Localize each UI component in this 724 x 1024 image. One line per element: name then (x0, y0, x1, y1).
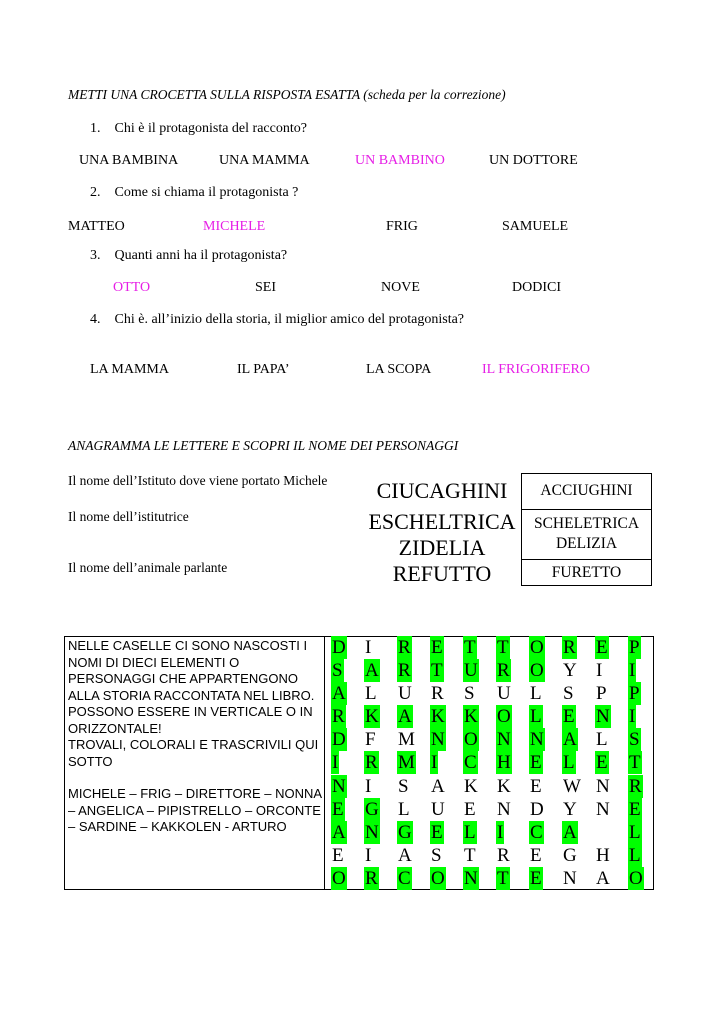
grid-letter: E (530, 844, 542, 866)
grid-letter: G (398, 821, 412, 843)
grid-cell[interactable] (556, 867, 589, 890)
grid-letter: G (365, 798, 379, 820)
grid-cell[interactable] (457, 798, 490, 821)
grid-letter: I (332, 752, 339, 774)
grid-letter: K (431, 706, 445, 728)
grid-letter: R (332, 706, 345, 728)
grid-letter: I (365, 844, 372, 866)
grid-cell[interactable] (523, 728, 556, 751)
section1-heading: METTI UNA CROCETTA SULLA RISPOSTA ESATTA (scheda per la correzione) (68, 87, 506, 102)
grid-cell[interactable] (556, 798, 589, 821)
anagram-1: CIUCAGHINI (376, 478, 508, 503)
grid-cell[interactable] (556, 844, 589, 867)
grid-letter: H (497, 752, 511, 774)
grid-letter: R (365, 752, 378, 774)
grid-letter: R (365, 867, 378, 889)
grid-letter: T (431, 660, 443, 682)
grid-cell[interactable] (457, 728, 490, 751)
grid-cell[interactable] (490, 728, 523, 751)
grid-letter: O (332, 867, 346, 889)
grid-letter: L (530, 683, 542, 705)
grid-cell[interactable] (424, 821, 457, 844)
grid-cell[interactable] (325, 636, 358, 659)
q2-option-3[interactable]: FRIG (386, 219, 418, 234)
grid-letter: E (530, 775, 542, 797)
grid-letter: N (365, 821, 379, 843)
grid-cell[interactable] (589, 636, 622, 659)
grid-cell[interactable] (457, 659, 490, 682)
grid-letter: I (497, 821, 504, 843)
grid-letter (595, 821, 597, 844)
grid-cell[interactable] (589, 659, 622, 682)
grid-cell[interactable] (391, 728, 424, 751)
question-1 (90, 121, 307, 137)
anagram-answer-box (521, 473, 652, 586)
grid-letter: F (365, 729, 376, 751)
grid-cell[interactable] (589, 844, 622, 867)
grid-letter: P (629, 683, 640, 705)
grid-letter: U (398, 683, 412, 705)
grid-cell[interactable] (556, 821, 589, 844)
grid-letter: I (365, 637, 372, 658)
grid-cell[interactable] (391, 821, 424, 844)
grid-cell[interactable] (358, 682, 391, 705)
grid-letter: C (464, 752, 477, 774)
grid-letter: R (563, 637, 576, 658)
grid-letter: T (464, 637, 476, 658)
grid-cell[interactable] (589, 821, 622, 844)
grid-letter: R (497, 844, 510, 866)
grid-letter: T (629, 752, 641, 774)
grid-letter: A (332, 821, 346, 843)
grid-cell[interactable] (622, 867, 655, 890)
grid-cell[interactable] (424, 659, 457, 682)
grid-cell[interactable] (622, 798, 655, 821)
grid-cell[interactable] (556, 775, 589, 798)
question-text: Chi è. all’inizio della storia, il miglior amico del protagonista? (114, 312, 465, 327)
grid-cell[interactable] (391, 636, 424, 659)
question-2 (90, 185, 298, 201)
grid-cell[interactable] (556, 751, 589, 774)
grid-cell[interactable] (556, 728, 589, 751)
grid-letter: N (563, 867, 577, 889)
grid-cell[interactable] (358, 798, 391, 821)
grid-cell[interactable] (622, 751, 655, 774)
grid-cell[interactable] (457, 682, 490, 705)
grid-letter: A (365, 660, 379, 682)
grid-cell[interactable] (589, 682, 622, 705)
grid-cell[interactable] (457, 775, 490, 798)
grid-letter: D (332, 729, 346, 751)
grid-cell[interactable] (391, 867, 424, 890)
grid-letter: O (497, 706, 511, 728)
grid-letter: C (398, 867, 411, 889)
grid-letter: Y (563, 660, 577, 682)
grid-cell[interactable] (424, 751, 457, 774)
grid-letter: L (365, 683, 377, 705)
grid-letter: O (464, 729, 478, 751)
grid-cell[interactable] (490, 636, 523, 659)
grid-cell[interactable] (424, 798, 457, 821)
grid-cell[interactable] (325, 821, 358, 844)
grid-letter: T (464, 844, 476, 866)
grid-cell[interactable] (391, 844, 424, 867)
grid-cell[interactable] (523, 682, 556, 705)
q1-option-1[interactable]: UNA BAMBINA (79, 153, 179, 168)
q1-option-4[interactable]: UN DOTTORE (489, 153, 578, 168)
grid-letter: R (398, 637, 411, 658)
grid-cell[interactable] (325, 659, 358, 682)
grid-letter: A (563, 729, 577, 751)
clue-institute: Il nome dell’Istituto dove viene portato Michele (68, 473, 328, 488)
grid-letter: A (398, 706, 412, 728)
grid-letter: K (365, 706, 379, 728)
grid-letter: E (332, 844, 344, 866)
grid-cell[interactable] (358, 659, 391, 682)
divider (522, 559, 651, 560)
grid-cell[interactable] (622, 705, 655, 728)
grid-letter: M (398, 752, 415, 774)
grid-cell[interactable] (523, 775, 556, 798)
grid-letter: K (464, 775, 478, 797)
grid-cell[interactable] (424, 682, 457, 705)
q3-option-4[interactable]: DODICI (512, 280, 561, 295)
q1-option-3-correct[interactable]: UN BAMBINO (355, 153, 445, 168)
grid-cell[interactable] (556, 682, 589, 705)
grid-letter: C (530, 821, 543, 843)
instruction-2: POSSONO ESSERE IN VERTICALE O IN ORIZZONTALE! (68, 704, 313, 736)
grid-letter: H (596, 844, 610, 866)
answer-2: SCHELETRICA (533, 515, 640, 532)
grid-cell[interactable] (490, 798, 523, 821)
grid-cell[interactable] (589, 751, 622, 774)
clue-animal: Il nome dell’animale parlante (68, 560, 228, 575)
grid-letter: E (596, 637, 608, 658)
answer-3: DELIZIA (555, 535, 618, 552)
grid-cell[interactable] (391, 705, 424, 728)
word-search-grid (324, 636, 655, 890)
grid-cell[interactable] (358, 751, 391, 774)
grid-cell[interactable] (391, 775, 424, 798)
grid-letter: N (431, 729, 445, 751)
grid-letter: L (530, 706, 542, 728)
grid-cell[interactable] (325, 728, 358, 751)
grid-cell[interactable] (325, 798, 358, 821)
grid-cell[interactable] (391, 798, 424, 821)
grid-cell[interactable] (589, 798, 622, 821)
grid-cell[interactable] (325, 705, 358, 728)
grid-letter: U (497, 683, 511, 705)
grid-cell[interactable] (523, 751, 556, 774)
grid-letter: P (629, 637, 640, 658)
instruction-3: TROVALI, COLORALI E TRASCRIVILI QUI SOTTO (68, 737, 319, 769)
grid-letter: S (332, 660, 343, 682)
grid-letter: M (398, 729, 415, 751)
grid-letter: E (464, 798, 476, 820)
grid-letter: L (398, 798, 410, 820)
grid-cell[interactable] (622, 682, 655, 705)
grid-cell[interactable] (490, 775, 523, 798)
grid-cell[interactable] (589, 728, 622, 751)
grid-cell[interactable] (457, 705, 490, 728)
q1-option-2[interactable]: UNA MAMMA (219, 153, 310, 168)
grid-letter: T (497, 637, 509, 658)
grid-letter: O (530, 660, 544, 682)
grid-cell[interactable] (358, 728, 391, 751)
grid-cell[interactable] (589, 705, 622, 728)
grid-cell[interactable] (490, 867, 523, 890)
instruction-1: NELLE CASELLE CI SONO NASCOSTI I NOMI DI DIECI ELEMENTI O PERSONAGGI CHE APPARTENGONO ALLA STORIA RACCONTATA NEL LIBRO. (68, 638, 315, 703)
grid-cell[interactable] (622, 844, 655, 867)
grid-letter: G (563, 844, 577, 866)
question-number: 1. (90, 121, 101, 136)
grid-cell[interactable] (523, 798, 556, 821)
grid-cell[interactable] (622, 821, 655, 844)
grid-letter: L (563, 752, 575, 774)
divider (522, 509, 651, 510)
grid-letter: R (431, 683, 444, 705)
word-search-instructions (68, 638, 324, 836)
grid-letter: N (332, 775, 346, 797)
grid-cell[interactable] (457, 636, 490, 659)
grid-cell[interactable] (523, 844, 556, 867)
grid-letter: N (464, 867, 478, 889)
grid-letter: A (596, 867, 610, 889)
grid-letter: A (398, 844, 412, 866)
grid-cell[interactable] (424, 844, 457, 867)
grid-letter: I (629, 706, 636, 728)
grid-letter: E (629, 798, 641, 820)
grid-cell[interactable] (589, 867, 622, 890)
grid-cell[interactable] (622, 775, 655, 798)
grid-letter: A (563, 821, 577, 843)
grid-letter: N (596, 775, 610, 797)
anagram-2: ESCHELTRICA (368, 509, 516, 534)
grid-cell[interactable] (457, 821, 490, 844)
grid-letter: S (398, 775, 409, 797)
grid-letter: O (629, 867, 643, 889)
q2-option-4[interactable]: SAMUELE (502, 219, 569, 234)
question-text: Quanti anni ha il protagonista? (114, 248, 288, 263)
grid-letter: E (431, 821, 443, 843)
grid-letter: S (629, 729, 640, 751)
grid-letter: E (530, 752, 542, 774)
question-text: Come si chiama il protagonista ? (114, 185, 299, 200)
grid-letter: N (497, 729, 511, 751)
q4-option-4-correct[interactable]: IL FRIGORIFERO (482, 362, 590, 377)
grid-letter: N (596, 706, 610, 728)
grid-letter: E (530, 867, 542, 889)
grid-cell[interactable] (424, 867, 457, 890)
q2-option-2-correct[interactable]: MICHELE (203, 219, 266, 234)
grid-cell[interactable] (589, 775, 622, 798)
grid-letter: O (530, 637, 544, 658)
grid-cell[interactable] (490, 659, 523, 682)
grid-cell[interactable] (490, 821, 523, 844)
grid-letter: Y (563, 798, 577, 820)
grid-cell[interactable] (457, 867, 490, 890)
grid-cell[interactable] (457, 751, 490, 774)
grid-cell[interactable] (622, 636, 655, 659)
question-number: 3. (90, 248, 101, 263)
grid-cell[interactable] (358, 775, 391, 798)
grid-letter: E (596, 752, 608, 774)
grid-letter: D (332, 637, 346, 658)
grid-letter: A (431, 775, 445, 797)
question-number: 4. (90, 312, 101, 327)
grid-letter: T (497, 867, 509, 889)
grid-letter: E (563, 706, 575, 728)
grid-cell[interactable] (622, 659, 655, 682)
grid-letter: P (596, 683, 607, 705)
grid-cell[interactable] (424, 728, 457, 751)
grid-cell[interactable] (358, 705, 391, 728)
q4-option-1[interactable]: LA MAMMA (90, 362, 169, 377)
grid-cell[interactable] (391, 659, 424, 682)
grid-cell[interactable] (325, 867, 358, 890)
grid-letter: L (464, 821, 476, 843)
grid-letter: K (497, 775, 511, 797)
grid-cell[interactable] (391, 751, 424, 774)
grid-cell[interactable] (457, 844, 490, 867)
grid-letter: K (464, 706, 478, 728)
grid-cell[interactable] (556, 659, 589, 682)
grid-cell[interactable] (358, 844, 391, 867)
q2-option-1[interactable]: MATTEO (68, 219, 125, 234)
grid-cell[interactable] (490, 682, 523, 705)
grid-cell[interactable] (358, 636, 391, 659)
grid-cell[interactable] (358, 867, 391, 890)
grid-cell[interactable] (523, 705, 556, 728)
question-3 (90, 248, 287, 264)
answer-4: FURETTO (551, 564, 622, 581)
grid-letter: L (629, 821, 641, 843)
grid-letter: N (497, 798, 511, 820)
grid-cell[interactable] (556, 705, 589, 728)
grid-cell[interactable] (358, 821, 391, 844)
grid-cell[interactable] (523, 659, 556, 682)
grid-letter: U (431, 798, 445, 820)
q3-option-1-correct[interactable]: OTTO (113, 280, 151, 295)
grid-letter: R (629, 775, 642, 797)
grid-letter: S (464, 683, 475, 705)
grid-letter: U (464, 660, 478, 682)
grid-letter: L (596, 729, 608, 751)
grid-cell[interactable] (325, 682, 358, 705)
question-number: 2. (90, 185, 101, 200)
q4-option-3[interactable]: LA SCOPA (366, 362, 432, 377)
grid-letter: E (332, 798, 344, 820)
grid-letter: S (563, 683, 574, 705)
clue-governess: Il nome dell’istitutrice (68, 509, 189, 524)
grid-letter: I (596, 660, 603, 682)
grid-letter: W (563, 775, 581, 797)
grid-cell[interactable] (490, 844, 523, 867)
grid-cell[interactable] (424, 705, 457, 728)
grid-letter: S (431, 844, 442, 866)
grid-cell[interactable] (325, 775, 358, 798)
grid-letter: I (431, 752, 438, 774)
grid-letter: A (332, 683, 346, 705)
grid-cell[interactable] (490, 751, 523, 774)
grid-letter: I (629, 660, 636, 682)
grid-letter: D (530, 798, 544, 820)
question-4 (90, 312, 464, 328)
grid-cell[interactable] (325, 751, 358, 774)
question-text: Chi è il protagonista del racconto? (114, 121, 307, 136)
names-list: MICHELE – FRIG – DIRETTORE – NONNA – ANGELICA – PIPISTRELLO – ORCONTE – SARDINE – KAKKOLEN - ARTURO (68, 786, 322, 834)
anagram-3: ZIDELIA (398, 535, 486, 560)
grid-cell[interactable] (424, 636, 457, 659)
grid-cell[interactable] (424, 775, 457, 798)
grid-cell[interactable] (523, 636, 556, 659)
answer-1: ACCIUGHINI (540, 482, 633, 499)
grid-letter: I (365, 775, 372, 797)
grid-letter: E (431, 637, 443, 658)
grid-cell[interactable] (490, 705, 523, 728)
grid-cell[interactable] (622, 728, 655, 751)
grid-cell[interactable] (556, 636, 589, 659)
q3-option-2[interactable]: SEI (255, 280, 276, 295)
grid-letter: R (497, 660, 510, 682)
grid-letter: N (530, 729, 544, 751)
grid-cell[interactable] (325, 844, 358, 867)
section2-heading: ANAGRAMMA LE LETTERE E SCOPRI IL NOME DEI PERSONAGGI (68, 438, 459, 453)
anagram-4: REFUTTO (392, 561, 492, 586)
grid-letter: L (629, 844, 641, 866)
grid-cell[interactable] (391, 682, 424, 705)
grid-cell[interactable] (523, 867, 556, 890)
grid-letter: O (431, 867, 445, 889)
grid-letter: N (596, 798, 610, 820)
q4-option-2[interactable]: IL PAPA’ (237, 362, 290, 377)
q3-option-3[interactable]: NOVE (381, 280, 420, 295)
grid-letter: R (398, 660, 411, 682)
grid-cell[interactable] (523, 821, 556, 844)
